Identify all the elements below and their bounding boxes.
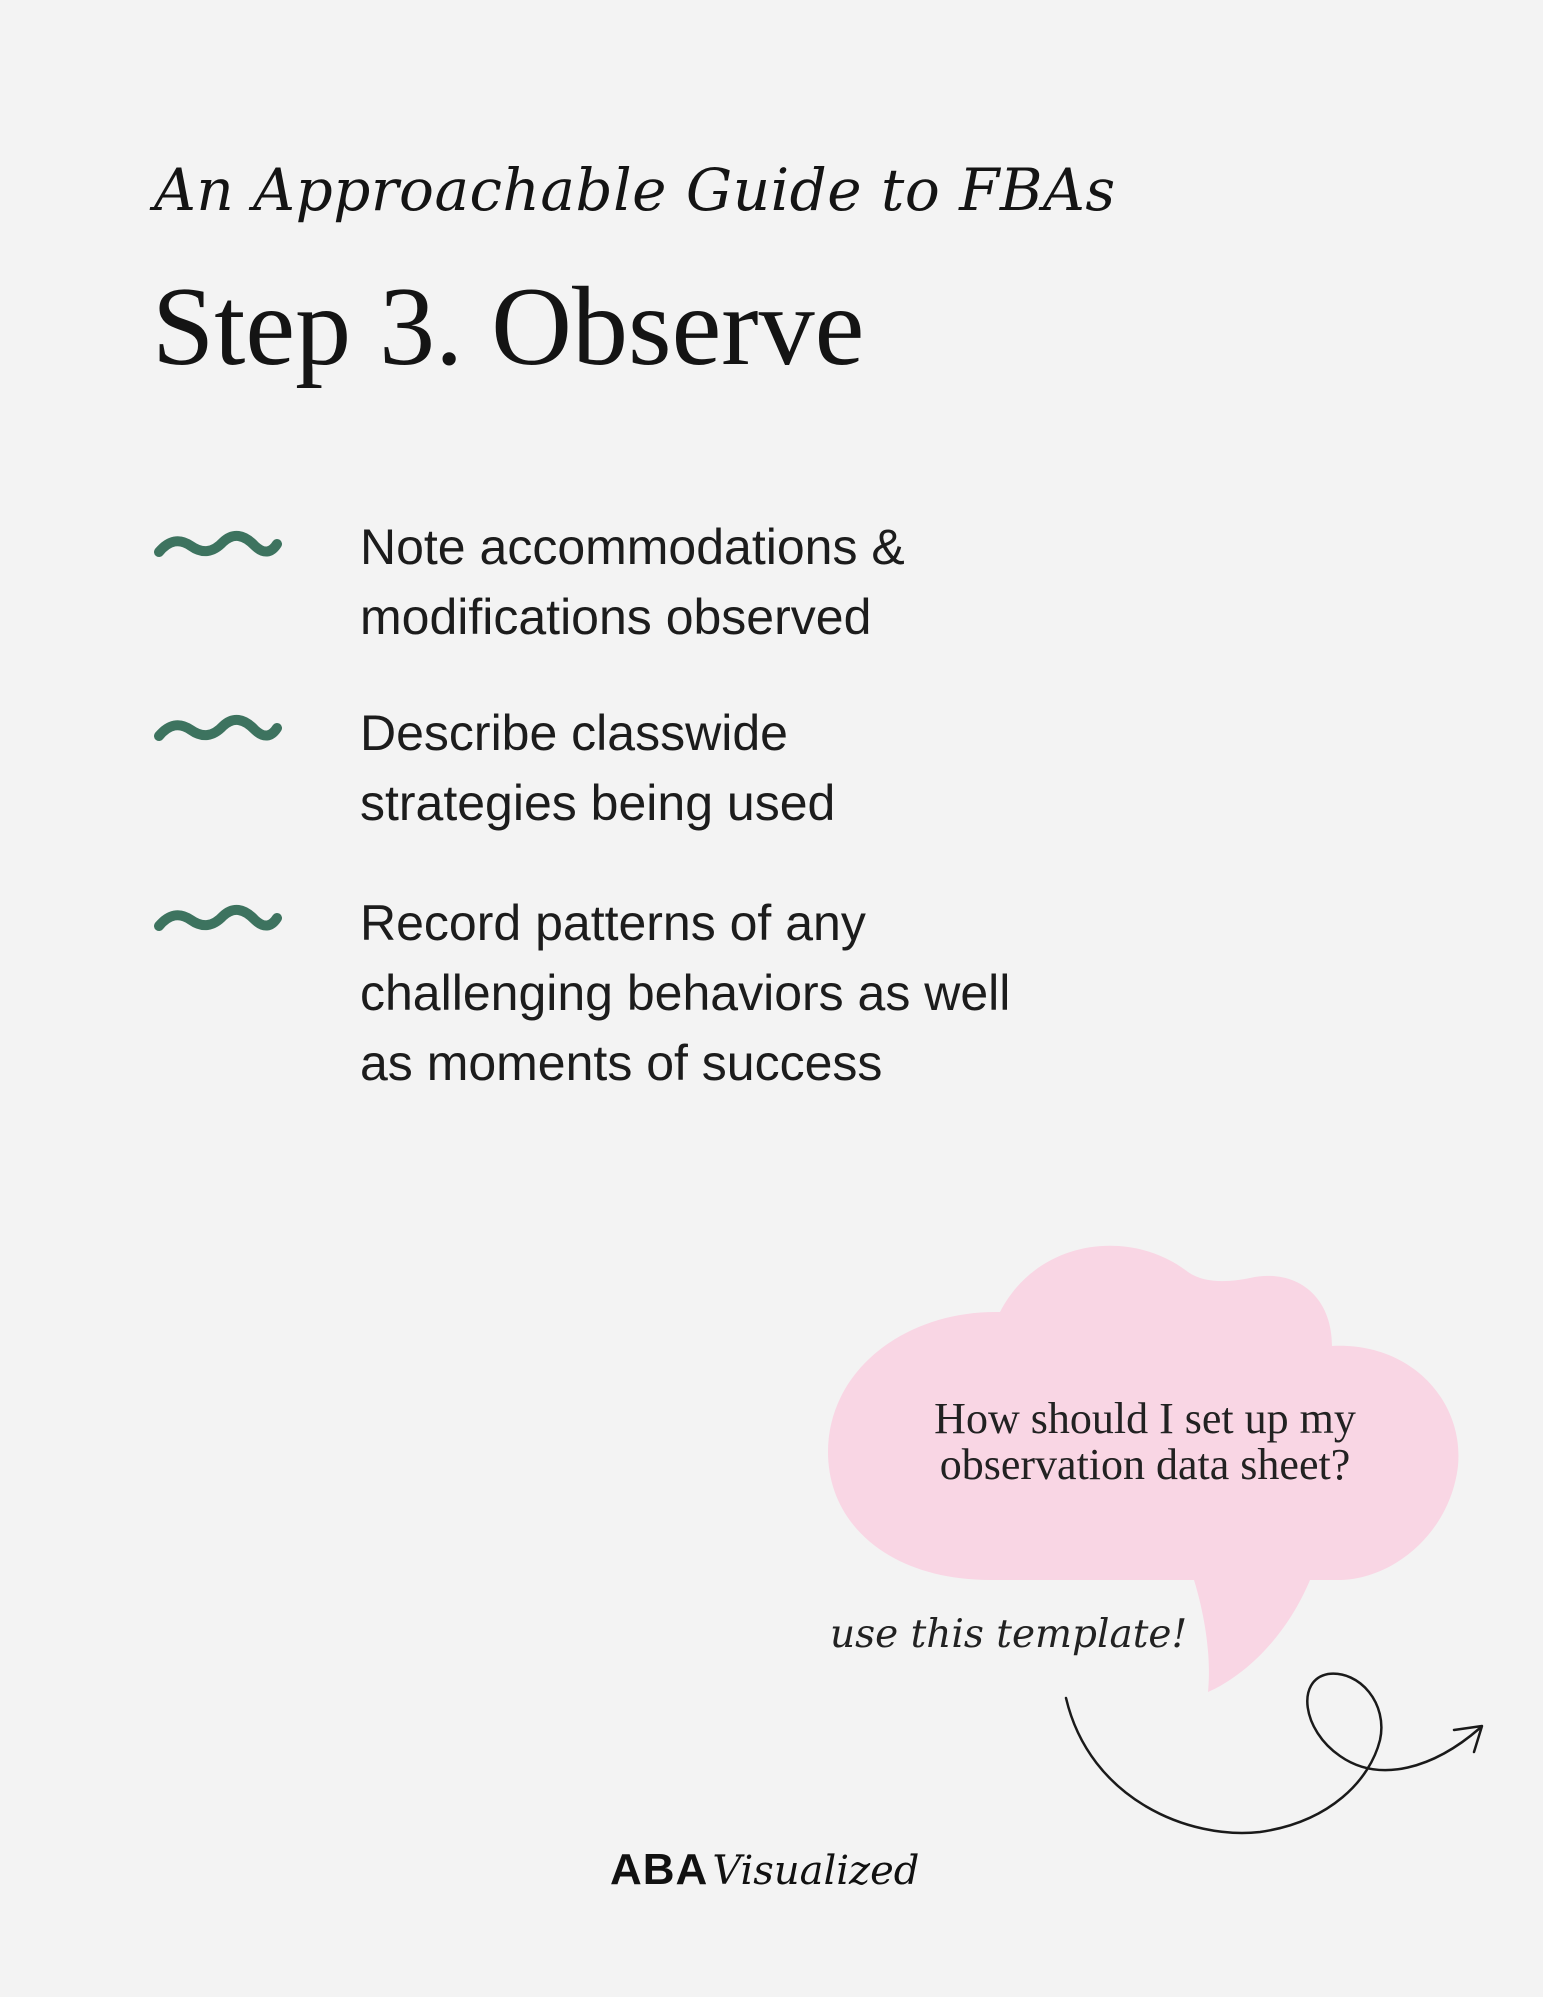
curly-arrow-icon bbox=[1050, 1660, 1500, 1850]
guide-subtitle: An Approachable Guide to FBAs bbox=[154, 156, 1116, 224]
page-title: Step 3. Observe bbox=[152, 265, 865, 389]
template-note: use this template! bbox=[830, 1612, 1188, 1657]
squiggle-icon bbox=[154, 530, 282, 562]
squiggle-icon bbox=[154, 904, 282, 936]
brand-logo bbox=[610, 1840, 919, 1900]
list-item-text: Record patterns of any challenging behaviors as well as moments of success bbox=[360, 895, 1011, 1091]
logo-wordmark-bold: ABA bbox=[610, 1845, 709, 1894]
squiggle-icon bbox=[154, 714, 282, 746]
list-item-text: Describe classwide strategies being used bbox=[360, 705, 836, 831]
bubble-question: How should I set up my observation data sheet? bbox=[934, 1394, 1356, 1489]
logo-wordmark-script: Visualized bbox=[712, 1848, 920, 1894]
list-item-text: Note accommodations & modifications observed bbox=[360, 519, 905, 645]
